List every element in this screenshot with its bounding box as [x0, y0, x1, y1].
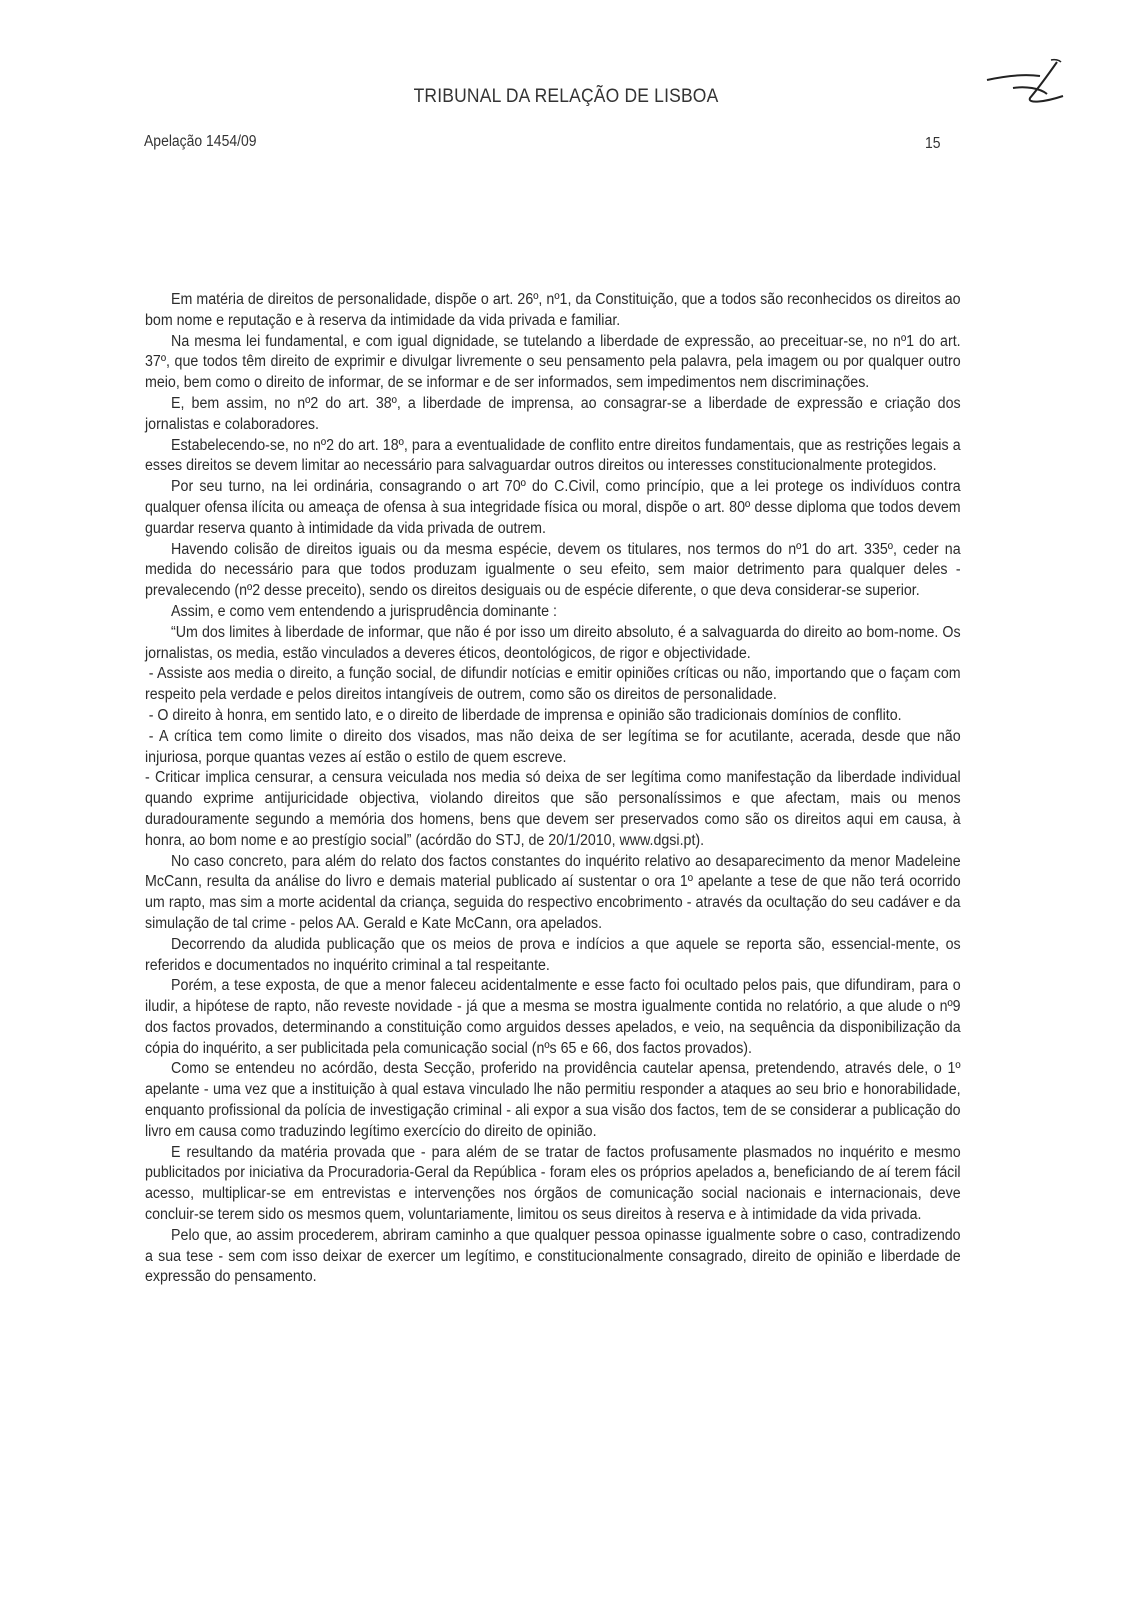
paragraph: E resultando da matéria provada que - para além de se tratar de factos profusamente plasmados no inquérito e mesmo publicitados por iniciativa da Procuradoria-Geral da República - foram eles os próprios apelados a, beneficiando de aí terem fácil acesso, multiplicar-se em entrevistas e intervenções nos órgãos de comunicação social nacionais e internacionais, deve concluir-se terem sido os mesmos quem, voluntariamente, limitou os seus direitos à reserva e à intimidade da vida privada. — [145, 1143, 961, 1224]
quote-paragraph: “Um dos limites à liberdade de informar, que não é por isso um direito absoluto, é a salvaguarda do direito ao bom-nome. Os jornalistas, os media, estão vinculados a deveres éticos, deontológicos, de rigor e objectividade. — [145, 623, 961, 662]
quote-bullet: - Criticar implica censurar, a censura veiculada nos media só deixa de ser legítima como manifestação da liberdade individual quando exprime antijuricidade objectiva, violando direitos que são personalíssimos e que afectam, mais ou menos duradouramente segundo a memória dos homens, bens que devem ser preservados como são os direitos aqui em causa, à honra, ao bom nome e ao prestígio social” (acórdão do STJ, de 20/1/2010, www.dgsi.pt). — [145, 769, 961, 849]
paragraph: Como se entendeu no acórdão, desta Secção, proferido na providência cautelar apensa, pretendendo, através dele, o 1º apelante - uma vez que a instituição à qual estava vinculado lhe não permitiu responder a ataques ao seu brio e honorabilidade, enquanto profissional da polícia de investigação criminal - ali expor a sua visão dos factos, tem de se considerar a publicação do livro em causa como traduzindo legítimo exercício do direito de opinião. — [145, 1060, 961, 1140]
paragraph: Porém, a tese exposta, de que a menor faleceu acidentalmente e esse facto foi ocultado pelos pais, que difundiram, para o iludir, a hipótese de rapto, não reveste novidade - já que a mesma se mostra igualmente contida no relatório, a que alude o nº9 dos factos provados, determinando a constituição como arguidos desses apelados, e veio, na sequência da disponibilização da cópia do inquérito, a ser publicitada pela comunicação social (nºs 65 e 66, dos factos provados). — [145, 977, 961, 1057]
paragraph: Havendo colisão de direitos iguais ou da mesma espécie, devem os titulares, nos termos do nº1 do art. 335º, ceder na medida do necessário para que todos produzam igualmente o seu efeito, sem maior detrimento para qualquer deles - prevalecendo (nº2 desse preceito), sendo os direitos desiguais ou de espécie diferente, o que deva considerar-se superior. — [145, 540, 961, 600]
paragraph: Decorrendo da aludida publicação que os meios de prova e indícios a que aquele se reporta são, essencial-mente, os referidos e documentados no inquérito criminal a tal respeitante. — [145, 935, 961, 974]
quote-bullet: - A crítica tem como limite o direito dos visados, mas não deixa de ser legítima se for acutilante, acerada, desde que não injuriosa, porque quantas vezes aí estão o estilo de quem escreve. — [145, 727, 961, 766]
paragraph: Por seu turno, na lei ordinária, consagrando o art 70º do C.Civil, como princípio, que a lei protege os indivíduos contra qualquer ofensa ilícita ou ameaça de ofensa à sua integridade física ou moral, dispõe o art. 80º desse diploma que todos devem guardar reserva quanto à intimidade da vida privada de outrem. — [145, 478, 961, 537]
court-title: TRIBUNAL DA RELAÇÃO DE LISBOA — [413, 86, 719, 107]
page-number: 15 — [925, 135, 941, 152]
paragraph: Assim, e como vem entendendo a jurisprudência dominante : — [171, 602, 557, 620]
case-reference: Apelação 1454/09 — [144, 133, 257, 150]
paragraph: E, bem assim, no nº2 do art. 38º, a liberdade de imprensa, ao consagrar-se a liberdade de expressão e criação dos jornalistas e colaboradores. — [145, 394, 961, 433]
paragraph: Na mesma lei fundamental, e com igual dignidade, se tutelando a liberdade de expressão, ao preceituar-se, no nº1 do art. 37º, que todos têm direito de exprimir e divulgar livremente o seu pensamento pela palavra, pela imagem ou por qualquer outro meio, bem como o direito de informar, de se informar e de ser informados, sem impedimentos nem discriminações. — [145, 332, 961, 392]
quote-bullet: - O direito à honra, em sentido lato, e o direito de liberdade de imprensa e opinião são tradicionais domínios de conflito. — [148, 706, 902, 724]
paragraph: Em matéria de direitos de personalidade, dispõe o art. 26º, nº1, da Constituição, que a todos são reconhecidos os direitos ao bom nome e reputação e à reserva da intimidade da vida privada e familiar. — [145, 291, 961, 329]
document-body — [145, 290, 961, 1288]
paragraph: No caso concreto, para além do relato dos factos constantes do inquérito relativo ao desaparecimento da menor Madeleine McCann, resulta da análise do livro e demais material publicado aí sustentar o ora 1º apelante a tese de que não terá ocorrido um rapto, mas sim a morte acidental da criança, seguida do respectivo encobrimento - através da ocultação do seu cadáver e da simulação de tal crime - pelos AA. Gerald e Kate McCann, ora apelados. — [145, 852, 961, 932]
quote-bullet: - Assiste aos media o direito, a função social, de difundir notícias e emitir opiniões críticas ou não, importando que o façam com respeito pela verdade e pelos direitos intangíveis de outrem, como são os direitos de personalidade. — [145, 665, 961, 704]
paragraph: Estabelecendo-se, no nº2 do art. 18º, para a eventualidade de conflito entre direitos fundamentais, que as restrições legais a esses direitos se devem limitar ao necessário para salvaguardar outros direitos ou interesses constitucionalmente protegidos. — [145, 436, 961, 475]
paragraph: Pelo que, ao assim procederem, abriram caminho a que qualquer pessoa opinasse igualmente sobre o caso, contradizendo a sua tese - sem com isso deixar de exercer um legítimo, e constitucionalmente consagrado, direito de opinião e liberdade de expressão do pensamento. — [145, 1226, 961, 1286]
signature-mark — [985, 58, 1065, 108]
